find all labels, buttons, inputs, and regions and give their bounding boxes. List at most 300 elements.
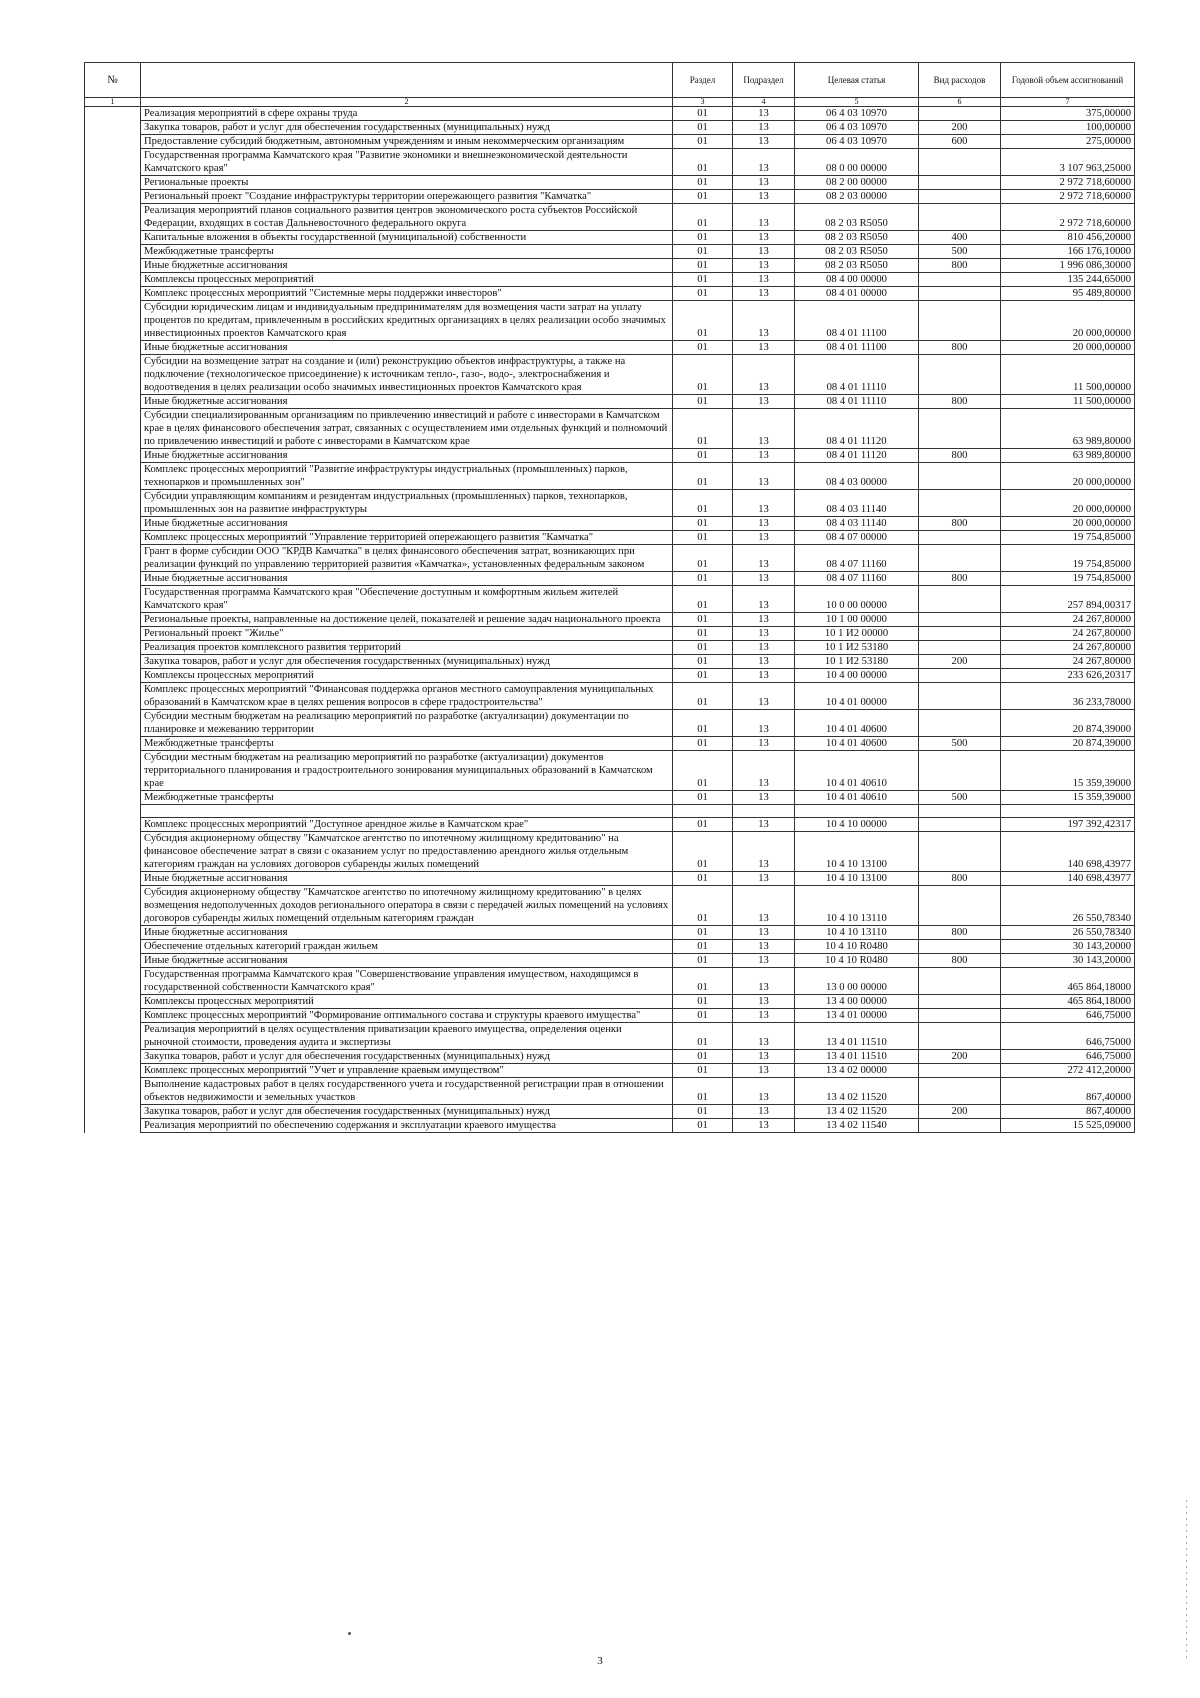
row-name: Субсидии местным бюджетам на реализацию мероприятий по разработке (актуализации) документов территориального планирования и градостроительного зонирования муниципальных образований в Камчатском крае: [141, 751, 673, 791]
table-row: [85, 751, 1135, 791]
table-row: [85, 572, 1135, 586]
row-num: [85, 751, 141, 791]
row-vid-raskhodov: [919, 968, 1001, 995]
row-sum: 30 143,20000: [1001, 954, 1135, 968]
row-tselevaya-statya: 08 4 07 11160: [795, 545, 919, 572]
row-razdel: 01: [673, 245, 733, 259]
row-sum: 1 996 086,30000: [1001, 259, 1135, 273]
row-name: Комплекс процессных мероприятий "Системные меры поддержки инвесторов": [141, 287, 673, 301]
row-vid-raskhodov: 800: [919, 517, 1001, 531]
row-tselevaya-statya: 10 4 01 40600: [795, 737, 919, 751]
row-sum: 257 894,00317: [1001, 586, 1135, 613]
row-num: [85, 395, 141, 409]
row-name: Государственная программа Камчатского края "Совершенствование управления имуществом, находящимся в государственной собственности Камчатского края": [141, 968, 673, 995]
col-number: 6: [919, 98, 1001, 107]
table-row: [85, 586, 1135, 613]
table-row: [85, 683, 1135, 710]
row-podrazdel: 13: [733, 572, 795, 586]
table-row: [85, 545, 1135, 572]
row-tselevaya-statya: 08 2 03 R5050: [795, 245, 919, 259]
row-tselevaya-statya: 06 4 03 10970: [795, 121, 919, 135]
row-sum: 63 989,80000: [1001, 409, 1135, 449]
table-row: [85, 490, 1135, 517]
row-razdel: 01: [673, 613, 733, 627]
row-num: [85, 1009, 141, 1023]
table-row: [85, 1050, 1135, 1064]
row-podrazdel: 13: [733, 1105, 795, 1119]
row-sum: 19 754,85000: [1001, 572, 1135, 586]
row-num: [85, 121, 141, 135]
row-razdel: 01: [673, 176, 733, 190]
table-row: [85, 1064, 1135, 1078]
row-tselevaya-statya: 13 4 01 11510: [795, 1050, 919, 1064]
row-sum: 100,00000: [1001, 121, 1135, 135]
row-podrazdel: 13: [733, 1023, 795, 1050]
table-row: [85, 737, 1135, 751]
row-vid-raskhodov: [919, 818, 1001, 832]
row-podrazdel: 13: [733, 1119, 795, 1133]
row-vid-raskhodov: [919, 995, 1001, 1009]
table-row: [85, 245, 1135, 259]
row-tselevaya-statya: 10 0 00 00000: [795, 586, 919, 613]
row-num: [85, 409, 141, 449]
row-vid-raskhodov: [919, 805, 1001, 818]
row-tselevaya-statya: 10 4 10 13100: [795, 832, 919, 872]
row-podrazdel: 13: [733, 409, 795, 449]
row-razdel: 01: [673, 259, 733, 273]
table-row: [85, 669, 1135, 683]
row-sum: 2 972 718,60000: [1001, 204, 1135, 231]
row-razdel: 01: [673, 449, 733, 463]
row-num: [85, 1119, 141, 1133]
row-podrazdel: 13: [733, 886, 795, 926]
row-razdel: 01: [673, 531, 733, 545]
row-tselevaya-statya: 10 4 00 00000: [795, 669, 919, 683]
row-podrazdel: 13: [733, 149, 795, 176]
row-sum: 20 000,00000: [1001, 517, 1135, 531]
row-vid-raskhodov: 200: [919, 1105, 1001, 1119]
row-razdel: 01: [673, 886, 733, 926]
row-razdel: 01: [673, 135, 733, 149]
row-sum: 63 989,80000: [1001, 449, 1135, 463]
row-name: Субсидии местным бюджетам на реализацию мероприятий по разработке (актуализации) документации по планировке и межеванию территории: [141, 710, 673, 737]
row-tselevaya-statya: 10 1 И2 00000: [795, 627, 919, 641]
row-name: Грант в форме субсидии ООО "КРДВ Камчатка" в целях финансового обеспечения затрат, возникающих при реализации функций по управлению территорией развития «Камчатка», установленных федеральным законом: [141, 545, 673, 572]
row-podrazdel: 13: [733, 791, 795, 805]
row-razdel: 01: [673, 395, 733, 409]
row-name: Выполнение кадастровых работ в целях государственного учета и государственной регистрации прав в отношении объектов недвижимости и земельных участков: [141, 1078, 673, 1105]
row-sum: 867,40000: [1001, 1078, 1135, 1105]
row-name: Комплекс процессных мероприятий "Доступное арендное жилье в Камчатском крае": [141, 818, 673, 832]
table-row: [85, 409, 1135, 449]
col-number: 4: [733, 98, 795, 107]
row-num: [85, 737, 141, 751]
header-num: №: [85, 63, 141, 98]
row-tselevaya-statya: 13 4 01 11510: [795, 1023, 919, 1050]
row-num: [85, 872, 141, 886]
row-podrazdel: 13: [733, 586, 795, 613]
row-tselevaya-statya: 08 4 01 11100: [795, 341, 919, 355]
row-vid-raskhodov: [919, 1064, 1001, 1078]
table-row: [85, 231, 1135, 245]
row-num: [85, 926, 141, 940]
row-num: [85, 449, 141, 463]
row-num: [85, 531, 141, 545]
table-row: [85, 805, 1135, 818]
row-vid-raskhodov: 800: [919, 572, 1001, 586]
row-tselevaya-statya: 08 2 03 R5050: [795, 231, 919, 245]
table-row: [85, 517, 1135, 531]
row-num: [85, 231, 141, 245]
row-vid-raskhodov: 200: [919, 655, 1001, 669]
row-name: Комплекс процессных мероприятий "Развитие инфраструктуры индустриальных (промышленных) парков, технопарков и промышленных зон": [141, 463, 673, 490]
table-row: [85, 531, 1135, 545]
row-sum: 646,75000: [1001, 1009, 1135, 1023]
row-tselevaya-statya: 06 4 03 10970: [795, 107, 919, 121]
table-row: [85, 1023, 1135, 1050]
row-tselevaya-statya: 10 4 10 R0480: [795, 940, 919, 954]
row-tselevaya-statya: 08 4 07 00000: [795, 531, 919, 545]
row-razdel: 01: [673, 872, 733, 886]
row-name: Иные бюджетные ассигнования: [141, 572, 673, 586]
row-razdel: 01: [673, 791, 733, 805]
table-row: [85, 832, 1135, 872]
row-podrazdel: 13: [733, 751, 795, 791]
row-num: [85, 627, 141, 641]
column-number-row: [85, 98, 1135, 107]
table-row: [85, 259, 1135, 273]
row-podrazdel: 13: [733, 1064, 795, 1078]
row-tselevaya-statya: 10 4 10 R0480: [795, 954, 919, 968]
row-vid-raskhodov: [919, 751, 1001, 791]
row-name: Комплексы процессных мероприятий: [141, 273, 673, 287]
row-razdel: 01: [673, 572, 733, 586]
row-vid-raskhodov: [919, 1119, 1001, 1133]
row-razdel: 01: [673, 355, 733, 395]
row-sum: 24 267,80000: [1001, 613, 1135, 627]
row-razdel: 01: [673, 490, 733, 517]
row-sum: 197 392,42317: [1001, 818, 1135, 832]
row-sum: 19 754,85000: [1001, 545, 1135, 572]
page-number: 3: [597, 1655, 603, 1667]
row-vid-raskhodov: [919, 586, 1001, 613]
row-razdel: 01: [673, 995, 733, 1009]
row-name: Субсидии юридическим лицам и индивидуальным предпринимателям для возмещения части затрат на уплату процентов по кредитам, привлеченным в российских кредитных организациях в целях реализации особо значимых инвестиционных проектов Камчатского края: [141, 301, 673, 341]
row-vid-raskhodov: [919, 683, 1001, 710]
row-podrazdel: [733, 805, 795, 818]
row-vid-raskhodov: [919, 545, 1001, 572]
row-razdel: 01: [673, 1064, 733, 1078]
row-name: [141, 805, 673, 818]
row-num: [85, 940, 141, 954]
row-sum: 11 500,00000: [1001, 395, 1135, 409]
table-row: [85, 273, 1135, 287]
row-vid-raskhodov: [919, 107, 1001, 121]
row-podrazdel: 13: [733, 121, 795, 135]
row-tselevaya-statya: 08 4 07 11160: [795, 572, 919, 586]
row-podrazdel: 13: [733, 176, 795, 190]
row-podrazdel: 13: [733, 1009, 795, 1023]
row-tselevaya-statya: 08 4 01 11120: [795, 449, 919, 463]
row-num: [85, 954, 141, 968]
row-vid-raskhodov: [919, 627, 1001, 641]
row-num: [85, 572, 141, 586]
row-sum: 26 550,78340: [1001, 886, 1135, 926]
row-razdel: 01: [673, 940, 733, 954]
row-podrazdel: 13: [733, 245, 795, 259]
row-num: [85, 968, 141, 995]
row-tselevaya-statya: 08 0 00 00000: [795, 149, 919, 176]
row-vid-raskhodov: [919, 490, 1001, 517]
row-podrazdel: 13: [733, 449, 795, 463]
row-num: [85, 301, 141, 341]
row-name: Субсидия акционерному обществу "Камчатское агентство по ипотечному жилищному кредитованию" на финансовое обеспечение затрат в связи с оказанием услуг по предоставлению арендного жилья отдельным категориям граждан на условиях договоров субаренды жилых помещений: [141, 832, 673, 872]
table-row: [85, 995, 1135, 1009]
row-name: Иные бюджетные ассигнования: [141, 341, 673, 355]
row-tselevaya-statya: 08 4 00 00000: [795, 273, 919, 287]
row-tselevaya-statya: 10 4 10 13110: [795, 886, 919, 926]
row-razdel: 01: [673, 655, 733, 669]
row-num: [85, 1105, 141, 1119]
row-razdel: 01: [673, 190, 733, 204]
budget-sheet: [84, 62, 1134, 1133]
row-vid-raskhodov: [919, 355, 1001, 395]
row-name: Иные бюджетные ассигнования: [141, 954, 673, 968]
row-podrazdel: 13: [733, 737, 795, 751]
row-name: Межбюджетные трансферты: [141, 245, 673, 259]
row-podrazdel: 13: [733, 1078, 795, 1105]
row-podrazdel: 13: [733, 287, 795, 301]
row-sum: 375,00000: [1001, 107, 1135, 121]
col-number: 1: [85, 98, 141, 107]
table-row: [85, 940, 1135, 954]
row-vid-raskhodov: [919, 301, 1001, 341]
row-vid-raskhodov: 800: [919, 449, 1001, 463]
row-num: [85, 1078, 141, 1105]
row-name: Комплекс процессных мероприятий "Учет и управление краевым имуществом": [141, 1064, 673, 1078]
row-num: [85, 613, 141, 627]
row-name: Закупка товаров, работ и услуг для обеспечения государственных (муниципальных) нужд: [141, 655, 673, 669]
row-podrazdel: 13: [733, 926, 795, 940]
row-num: [85, 995, 141, 1009]
row-num: [85, 135, 141, 149]
row-vid-raskhodov: [919, 1078, 1001, 1105]
row-vid-raskhodov: 500: [919, 737, 1001, 751]
row-vid-raskhodov: 600: [919, 135, 1001, 149]
row-sum: 15 359,39000: [1001, 791, 1135, 805]
row-sum: 20 000,00000: [1001, 490, 1135, 517]
table-row: [85, 710, 1135, 737]
row-razdel: 01: [673, 832, 733, 872]
row-num: [85, 805, 141, 818]
row-tselevaya-statya: 08 4 01 00000: [795, 287, 919, 301]
row-num: [85, 287, 141, 301]
row-razdel: 01: [673, 641, 733, 655]
table-row: [85, 449, 1135, 463]
row-num: [85, 341, 141, 355]
row-num: [85, 245, 141, 259]
table-row: [85, 655, 1135, 669]
table-row: [85, 204, 1135, 231]
row-razdel: 01: [673, 301, 733, 341]
row-sum: 275,00000: [1001, 135, 1135, 149]
row-razdel: 01: [673, 231, 733, 245]
row-num: [85, 1064, 141, 1078]
row-podrazdel: 13: [733, 301, 795, 341]
row-razdel: 01: [673, 1105, 733, 1119]
row-num: [85, 832, 141, 872]
row-razdel: 01: [673, 463, 733, 490]
table-row: [85, 1119, 1135, 1133]
row-podrazdel: 13: [733, 641, 795, 655]
row-vid-raskhodov: 800: [919, 954, 1001, 968]
header-razdel: Раздел: [673, 63, 733, 98]
row-sum: 465 864,18000: [1001, 968, 1135, 995]
row-podrazdel: 13: [733, 818, 795, 832]
row-name: Межбюджетные трансферты: [141, 737, 673, 751]
row-podrazdel: 13: [733, 135, 795, 149]
table-row: [85, 926, 1135, 940]
row-name: Реализация мероприятий в сфере охраны труда: [141, 107, 673, 121]
table-row: [85, 301, 1135, 341]
table-row: [85, 107, 1135, 121]
row-tselevaya-statya: 10 1 00 00000: [795, 613, 919, 627]
row-tselevaya-statya: 08 4 03 11140: [795, 490, 919, 517]
row-sum: 20 874,39000: [1001, 710, 1135, 737]
row-vid-raskhodov: 800: [919, 259, 1001, 273]
row-name: Иные бюджетные ассигнования: [141, 449, 673, 463]
row-name: Субсидии управляющим компаниям и резидентам индустриальных (промышленных) парков, технопарков, промышленных зон на развитие инфраструктуры: [141, 490, 673, 517]
table-row: [85, 395, 1135, 409]
row-sum: 26 550,78340: [1001, 926, 1135, 940]
table-row: [85, 355, 1135, 395]
row-razdel: 01: [673, 107, 733, 121]
row-sum: 233 626,20317: [1001, 669, 1135, 683]
row-num: [85, 355, 141, 395]
row-name: Капитальные вложения в объекты государственной (муниципальной) собственности: [141, 231, 673, 245]
row-tselevaya-statya: 10 4 01 00000: [795, 683, 919, 710]
row-razdel: 01: [673, 954, 733, 968]
row-sum: 810 456,20000: [1001, 231, 1135, 245]
row-sum: 19 754,85000: [1001, 531, 1135, 545]
row-sum: 140 698,43977: [1001, 872, 1135, 886]
row-tselevaya-statya: 08 2 03 R5050: [795, 204, 919, 231]
row-vid-raskhodov: [919, 1023, 1001, 1050]
header-podrazdel: Подраздел: [733, 63, 795, 98]
table-row: [85, 886, 1135, 926]
row-vid-raskhodov: [919, 190, 1001, 204]
row-name: Иные бюджетные ассигнования: [141, 395, 673, 409]
row-tselevaya-statya: 13 4 00 00000: [795, 995, 919, 1009]
row-num: [85, 791, 141, 805]
row-name: Региональные проекты, направленные на достижение целей, показателей и решение задач национального проекта: [141, 613, 673, 627]
row-vid-raskhodov: 200: [919, 121, 1001, 135]
row-razdel: 01: [673, 710, 733, 737]
scan-speck: [348, 1632, 351, 1635]
row-name: Иные бюджетные ассигнования: [141, 259, 673, 273]
row-tselevaya-statya: 13 0 00 00000: [795, 968, 919, 995]
row-tselevaya-statya: 08 2 00 00000: [795, 176, 919, 190]
row-name: Комплекс процессных мероприятий "Формирование оптимального состава и структуры краевого имущества": [141, 1009, 673, 1023]
row-num: [85, 259, 141, 273]
row-name: Комплекс процессных мероприятий "Финансовая поддержка органов местного самоуправления муниципальных образований в Камчатском крае в целях решения вопросов в сфере градостроительства": [141, 683, 673, 710]
row-vid-raskhodov: [919, 886, 1001, 926]
row-sum: 135 244,65000: [1001, 273, 1135, 287]
row-sum: 24 267,80000: [1001, 641, 1135, 655]
row-razdel: 01: [673, 409, 733, 449]
row-name: Иные бюджетные ассигнования: [141, 926, 673, 940]
row-vid-raskhodov: [919, 832, 1001, 872]
row-tselevaya-statya: 13 4 02 11520: [795, 1078, 919, 1105]
row-podrazdel: 13: [733, 954, 795, 968]
row-sum: 36 233,78000: [1001, 683, 1135, 710]
row-sum: 2 972 718,60000: [1001, 176, 1135, 190]
col-number: 5: [795, 98, 919, 107]
row-razdel: 01: [673, 926, 733, 940]
row-name: Предоставление субсидий бюджетным, автономным учреждениям и иным некоммерческим организациям: [141, 135, 673, 149]
row-name: Закупка товаров, работ и услуг для обеспечения государственных (муниципальных) нужд: [141, 1050, 673, 1064]
row-vid-raskhodov: [919, 273, 1001, 287]
row-razdel: 01: [673, 341, 733, 355]
row-sum: 140 698,43977: [1001, 832, 1135, 872]
table-row: [85, 1105, 1135, 1119]
row-razdel: 01: [673, 545, 733, 572]
row-sum: 20 874,39000: [1001, 737, 1135, 751]
row-sum: 867,40000: [1001, 1105, 1135, 1119]
row-name: Реализация проектов комплексного развития территорий: [141, 641, 673, 655]
row-num: [85, 669, 141, 683]
row-razdel: [673, 805, 733, 818]
row-podrazdel: 13: [733, 627, 795, 641]
row-sum: 30 143,20000: [1001, 940, 1135, 954]
row-podrazdel: 13: [733, 832, 795, 872]
row-tselevaya-statya: 13 4 02 00000: [795, 1064, 919, 1078]
row-vid-raskhodov: 800: [919, 341, 1001, 355]
row-tselevaya-statya: 10 1 И2 53180: [795, 641, 919, 655]
row-razdel: 01: [673, 204, 733, 231]
row-tselevaya-statya: [795, 805, 919, 818]
row-tselevaya-statya: 08 4 03 11140: [795, 517, 919, 531]
row-tselevaya-statya: 08 4 03 00000: [795, 463, 919, 490]
row-name: Субсидии на возмещение затрат на создание и (или) реконструкцию объектов инфраструктуры, а также на подключение (технологическое присоединение) к источникам тепло-, газо-, водо-, электроснабжения и водоотведения в целях реализации особо значимых инвестиционных проектов Камчатского края: [141, 355, 673, 395]
row-sum: 465 864,18000: [1001, 995, 1135, 1009]
row-name: Государственная программа Камчатского края "Развитие экономики и внешнеэкономической деятельности Камчатского края": [141, 149, 673, 176]
row-name: Комплексы процессных мероприятий: [141, 669, 673, 683]
row-sum: 24 267,80000: [1001, 655, 1135, 669]
row-podrazdel: 13: [733, 259, 795, 273]
row-razdel: 01: [673, 818, 733, 832]
row-tselevaya-statya: 10 4 01 40600: [795, 710, 919, 737]
row-vid-raskhodov: [919, 641, 1001, 655]
row-vid-raskhodov: [919, 149, 1001, 176]
row-name: Региональный проект "Создание инфраструктуры территории опережающего развития "Камчатка": [141, 190, 673, 204]
table-row: [85, 149, 1135, 176]
row-podrazdel: 13: [733, 107, 795, 121]
header-vid-raskhodov: Вид расходов: [919, 63, 1001, 98]
row-sum: 3 107 963,25000: [1001, 149, 1135, 176]
row-sum: 15 525,09000: [1001, 1119, 1135, 1133]
row-vid-raskhodov: [919, 1009, 1001, 1023]
table-header-row: [85, 63, 1135, 98]
row-vid-raskhodov: 800: [919, 872, 1001, 886]
row-razdel: 01: [673, 627, 733, 641]
row-vid-raskhodov: [919, 287, 1001, 301]
row-num: [85, 463, 141, 490]
row-sum: 166 176,10000: [1001, 245, 1135, 259]
row-sum: 24 267,80000: [1001, 627, 1135, 641]
row-razdel: 01: [673, 751, 733, 791]
row-razdel: 01: [673, 683, 733, 710]
